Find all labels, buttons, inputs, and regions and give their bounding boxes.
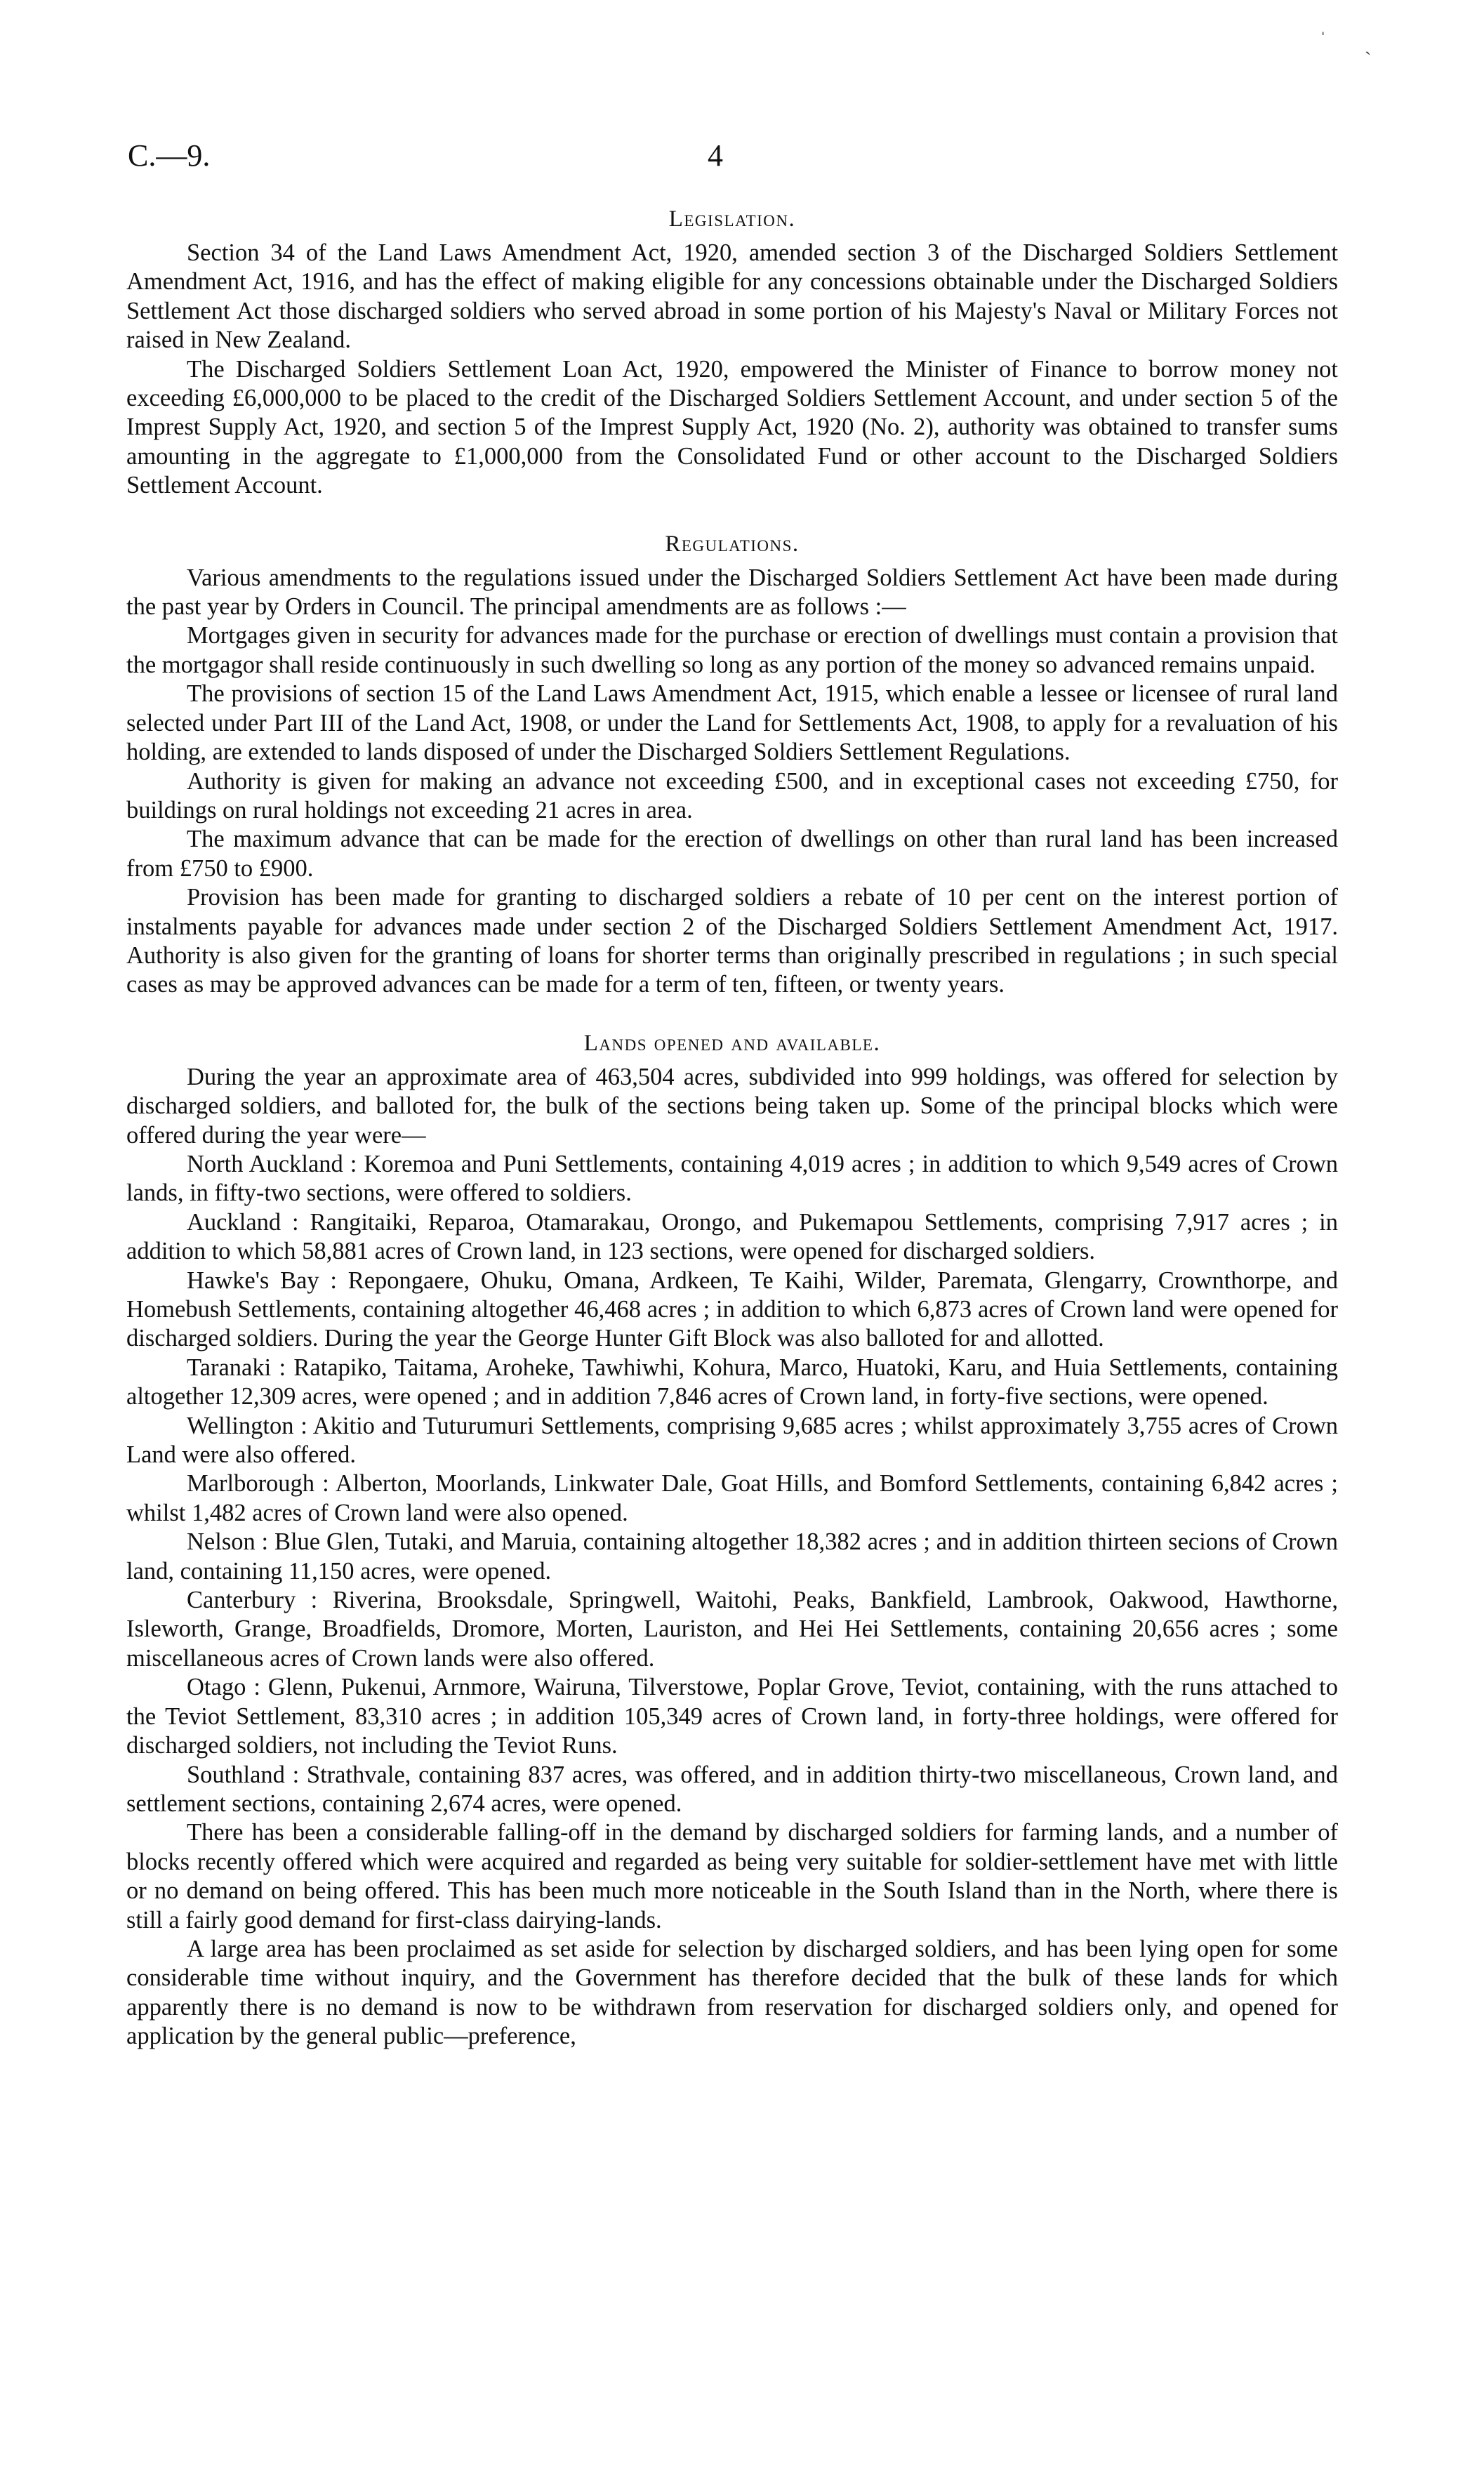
paragraph: Nelson : Blue Glen, Tutaki, and Maruia, containing altogether 18,382 acres ; and in addition thirteen secions of Crown land, containing 11,150 acres, were opened. xyxy=(126,1528,1338,1585)
paragraph: The provisions of section 15 of the Land Laws Amendment Act, 1915, which enable a lessee or licensee of rural land selected under Part III of the Land Act, 1908, or under the Land for Settlements Act, 1908, to apply for a revaluation of his holding, are extended to lands disposed of under the Discharged Soldiers Settlement Regulations. xyxy=(126,680,1338,766)
paragraph: Canterbury : Riverina, Brooksdale, Springwell, Waitohi, Peaks, Bankfield, Lambrook, Oakwood, Hawthorne, Isleworth, Grange, Broadfields, Dromore, Morten, Lauriston, and Hei Hei Settlements, containing 20,656 acres ; some miscellaneous acres of Crown lands were also offered. xyxy=(126,1587,1338,1672)
paragraph: Mortgages given in security for advances made for the purchase or erection of dwellings must contain a provision that the mortgagor shall reside continuously in such dwelling so long as any portion of the money so advanced remains unpaid. xyxy=(126,622,1338,678)
scan-mark: ˌ xyxy=(1320,14,1327,36)
section-title: Regulations. xyxy=(665,531,800,557)
paragraph: The Discharged Soldiers Settlement Loan Act, 1920, empowered the Minister of Finance to borrow money not exceeding £6,000,000 to be placed to the credit of the Discharged Soldiers Settlement Account, and under section 5 of the Imprest Supply Act, 1920, and section 5 of the Imprest Supply Act, 1920 (No. 2), authority was obtained to transfer sums amounting in the aggregate to £1,000,000 from the Consolidated Fund or other account to the Discharged Soldiers Settlement Account. xyxy=(126,355,1338,499)
paragraph: Wellington : Akitio and Tuturumuri Settlements, comprising 9,685 acres ; whilst approximately 3,755 acres of Crown Land were also offered. xyxy=(126,1412,1338,1469)
paragraph: Otago : Glenn, Pukenui, Arnmore, Wairuna, Tilverstowe, Poplar Grove, Teviot, containing, with the runs attached to the Teviot Settlement, 83,310 acres ; in addition 105,349 acres of Crown land, in forty-three holdings, were offered for discharged soldiers, not including the Teviot Runs. xyxy=(126,1674,1338,1759)
paragraph: North Auckland : Koremoa and Puni Settlements, containing 4,019 acres ; in addition to which 9,549 acres of Crown lands, in fifty-two sections, were offered to soldiers. xyxy=(126,1150,1338,1207)
section-title: Lands opened and available. xyxy=(583,1030,881,1056)
page-number: 4 xyxy=(708,138,723,173)
document-reference: C.—9. xyxy=(128,138,211,173)
paragraph: Auckland : Rangitaiki, Reparoa, Otamarakau, Orongo, and Pukemapou Settlements, comprising 7,917 acres ; in addition to which 58,881 acres of Crown land, in 123 sections, were opened for discharged soldiers. xyxy=(126,1208,1338,1265)
paragraph: Provision has been made for granting to discharged soldiers a rebate of 10 per cent on the interest portion of instalments payable for advances made under section 2 of the Discharged Soldiers Settlement Amendment Act, 1917. Authority is also given for the granting of loans for shorter terms than originally prescribed in regulations ; in such special cases as may be approved advances can be made for a term of ten, fifteen, or twenty years. xyxy=(126,884,1338,998)
document-body xyxy=(126,205,1338,2081)
section-regulations xyxy=(126,530,1338,1000)
scan-mark: ˏ xyxy=(1365,34,1372,55)
paragraph: Section 34 of the Land Laws Amendment Act, 1920, amended section 3 of the Discharged Soldiers Settlement Amendment Act, 1916, and has the effect of making eligible for any concessions obtainable under the Discharged Soldiers Settlement Act those discharged soldiers who served abroad in some portion of his Majesty's Naval or Military Forces not raised in New Zealand. xyxy=(126,239,1338,354)
paragraph: Marlborough : Alberton, Moorlands, Linkwater Dale, Goat Hills, and Bomford Settlements, containing 6,842 acres ; whilst 1,482 acres of Crown land were also opened. xyxy=(126,1470,1338,1526)
paragraph: There has been a considerable falling-off in the demand by discharged soldiers for farming lands, and a number of blocks recently offered which were acquired and regarded as being very suitable for soldier-settlement have met with little or no demand on being offered. This has been much more noticeable in the South Island than in the North, where there is still a fairly good demand for first-class dairying-lands. xyxy=(126,1819,1338,1933)
paragraph: A large area has been proclaimed as set aside for selection by discharged soldiers, and has been lying open for some considerable time without inquiry, and the Government has therefore decided that the bulk of these lands for which apparently there is no demand is now to be withdrawn from reservation for discharged soldiers only, and opened for application by the general public—preference, xyxy=(126,1935,1338,2050)
paragraph: The maximum advance that can be made for the erection of dwellings on other than rural land has been increased from £750 to £900. xyxy=(126,826,1338,882)
paragraph: During the year an approximate area of 463,504 acres, subdivided into 999 holdings, was offered for selection by discharged soldiers, and balloted for, the bulk of the sections being taken up. Some of the principal blocks which were offered during the year were— xyxy=(126,1063,1338,1149)
section-lands-opened xyxy=(126,1029,1338,2051)
section-title: Legislation. xyxy=(668,206,796,232)
paragraph: Hawke's Bay : Repongaere, Ohuku, Omana, Ardkeen, Te Kaihi, Wilder, Paremata, Glengarry, Crownthorpe, and Homebush Settlements, containing altogether 46,468 acres ; in addition to which 6,873 acres of Crown land were opened for discharged soldiers. During the year the George Hunter Gift Block was also balloted for and allotted. xyxy=(126,1267,1338,1352)
paragraph: Authority is given for making an advance not exceeding £500, and in exceptional cases not exceeding £750, for buildings on rural holdings not exceeding 21 acres in area. xyxy=(126,767,1338,824)
section-legislation xyxy=(126,205,1338,501)
paragraph: Southland : Strathvale, containing 837 acres, was offered, and in addition thirty-two miscellaneous, Crown land, and settlement sections, containing 2,674 acres, were opened. xyxy=(126,1761,1338,1817)
paragraph: Taranaki : Ratapiko, Taitama, Aroheke, Tawhiwhi, Kohura, Marco, Huatoki, Karu, and Huia Settlements, containing altogether 12,309 acres, were opened ; and in addition 7,846 acres of Crown land, in forty-five sections, were opened. xyxy=(126,1354,1338,1410)
paragraph: Various amendments to the regulations issued under the Discharged Soldiers Settlement Act have been made during the past year by Orders in Council. The principal amendments are as follows :— xyxy=(126,564,1338,621)
